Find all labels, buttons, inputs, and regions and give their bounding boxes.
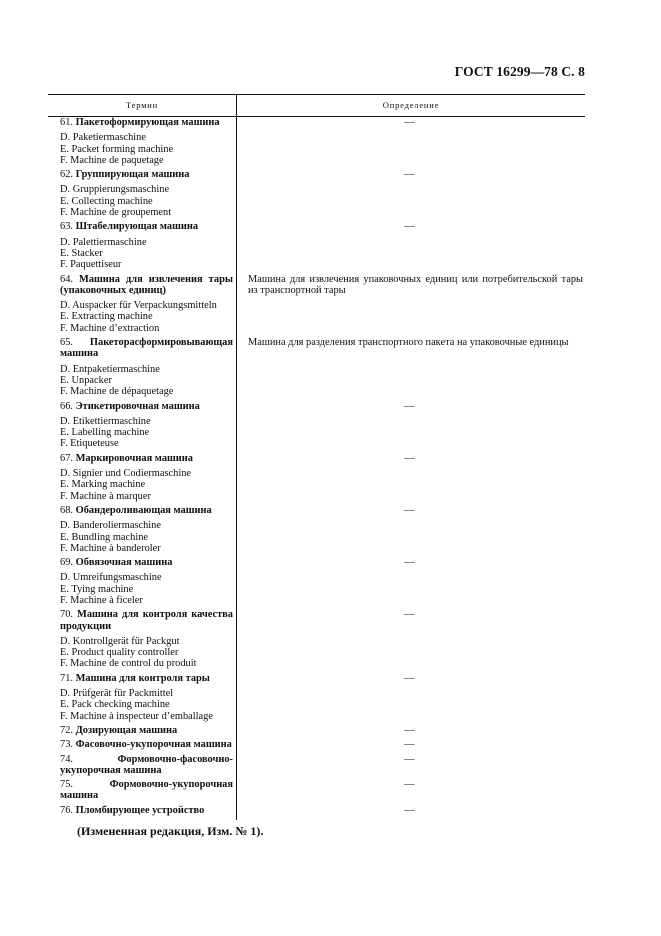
table-row — [48, 739, 585, 750]
foreign-equivalents — [60, 300, 233, 334]
term-cell — [48, 557, 236, 606]
foreign-equivalents — [60, 416, 233, 450]
definition-cell: — — [404, 724, 415, 736]
foreign-equivalent: E. Unpacker — [60, 374, 112, 386]
table-row — [48, 557, 585, 606]
definition-cell: Машина для извлечения упаковочных единиц или потребительской тары из транспортной тары — [248, 273, 583, 296]
term-title — [60, 805, 233, 816]
table-row — [48, 401, 585, 450]
term-name: Формовочно-укупорочная машина — [60, 779, 233, 802]
table-top-rule — [48, 94, 585, 95]
foreign-equivalent: D. Entpaketiermaschine — [60, 363, 160, 375]
column-header-definition: Определение — [382, 100, 440, 110]
foreign-equivalent: D. Prüfgerät für Packmittel — [60, 688, 174, 700]
foreign-equivalent: F. Machine à marquer — [60, 490, 151, 502]
table-row — [48, 805, 585, 816]
term-cell — [48, 673, 236, 722]
term-cell — [48, 779, 236, 802]
term-cell — [48, 739, 236, 750]
term-number: 66. — [60, 400, 73, 412]
term-cell — [48, 401, 236, 450]
table-row — [48, 725, 585, 736]
term-name: Формовочно-фасовочно-укупорочная машина — [60, 753, 233, 776]
foreign-equivalent: E. Tying machine — [60, 583, 134, 595]
term-number: 68. — [60, 504, 73, 516]
table-row — [48, 779, 585, 802]
foreign-equivalent: F. Machine de paquetage — [60, 154, 164, 166]
term-name: Пакеторасформировывающая машина — [60, 337, 233, 360]
term-cell — [48, 725, 236, 736]
term-name: Маркировочная машина — [75, 452, 193, 464]
term-cell — [48, 609, 236, 669]
foreign-equivalent: E. Pack checking machine — [60, 699, 170, 711]
term-number: 64. — [60, 273, 73, 285]
term-title — [60, 505, 233, 516]
definition-cell: — — [404, 221, 415, 233]
foreign-equivalent: D. Palettiermaschine — [60, 236, 147, 248]
term-cell — [48, 117, 236, 166]
foreign-equivalent: D. Banderoliermaschine — [60, 520, 161, 532]
term-cell — [48, 754, 236, 777]
term-title — [60, 117, 233, 128]
term-cell — [48, 805, 236, 816]
definition-cell: — — [404, 557, 415, 569]
definition-cell: — — [404, 400, 415, 412]
foreign-equivalent: F. Paquettiseur — [60, 259, 122, 271]
term-name: Машина для извлечения тары (упаковочных единиц) — [60, 273, 233, 296]
foreign-equivalent: E. Bundling machine — [60, 531, 149, 543]
term-number: 75. — [60, 779, 73, 791]
term-title — [60, 673, 233, 684]
term-name: Штабелирующая машина — [75, 221, 199, 233]
table-body — [48, 117, 585, 819]
term-title — [60, 779, 233, 802]
foreign-equivalent: D. Etikettiermaschine — [60, 415, 151, 427]
foreign-equivalent: D. Signier und Codiermaschine — [60, 468, 192, 480]
table-row — [48, 609, 585, 669]
term-number: 69. — [60, 557, 73, 569]
definition-cell: — — [404, 452, 415, 464]
term-title — [60, 221, 233, 232]
term-name: Пакетоформирующая машина — [75, 117, 220, 128]
term-number: 73. — [60, 739, 73, 751]
term-title — [60, 754, 233, 777]
term-title — [60, 609, 233, 632]
definition-cell: Машина для разделения транспортного пакета на упаковочные единицы — [248, 337, 569, 349]
foreign-equivalents — [60, 468, 233, 502]
table-row — [48, 754, 585, 777]
term-number: 62. — [60, 169, 73, 181]
foreign-equivalent: F. Machine de groupement — [60, 207, 172, 219]
table-row — [48, 337, 585, 397]
foreign-equivalent: D. Kontrollgerät für Packgut — [60, 635, 180, 647]
foreign-equivalent: F. Machine de dépaquetage — [60, 386, 174, 398]
foreign-equivalent: F. Machine à inspecteur d’emballage — [60, 710, 213, 722]
foreign-equivalent: F. Machine d’extraction — [60, 322, 160, 334]
foreign-equivalents — [60, 364, 233, 398]
term-number: 70. — [60, 609, 73, 621]
definition-cell: — — [404, 504, 415, 516]
term-cell — [48, 221, 236, 270]
term-name: Обандероливающая машина — [75, 504, 212, 516]
term-name: Фасовочно-укупорочная машина — [75, 739, 232, 751]
foreign-equivalents — [60, 184, 233, 218]
definition-cell: — — [404, 739, 415, 751]
page-header: ГОСТ 16299—78 С. 8 — [454, 64, 585, 79]
foreign-equivalents — [60, 572, 233, 606]
foreign-equivalent: F. Machine à ficeler — [60, 594, 143, 606]
foreign-equivalent: E. Product quality controller — [60, 647, 179, 659]
term-number: 63. — [60, 221, 73, 233]
foreign-equivalent: F. Etiqueteuse — [60, 438, 119, 450]
term-name: Машина для контроля качества продукции — [60, 609, 233, 632]
foreign-equivalent: E. Labelling machine — [60, 427, 150, 439]
term-number: 65. — [60, 337, 73, 349]
term-number: 61. — [60, 117, 73, 128]
foreign-equivalents — [60, 132, 233, 166]
foreign-equivalents — [60, 688, 233, 722]
foreign-equivalent: D. Gruppierungsmaschine — [60, 184, 170, 196]
definition-cell: — — [404, 117, 415, 128]
term-cell — [48, 337, 236, 397]
term-title — [60, 401, 233, 412]
definition-cell: — — [404, 672, 415, 684]
definition-cell: — — [404, 609, 415, 621]
term-name: Пломбирующее устройство — [75, 804, 205, 816]
term-name: Группирующая машина — [75, 169, 190, 181]
table-row — [48, 453, 585, 502]
term-name: Дозирующая машина — [75, 724, 178, 736]
foreign-equivalent: E. Stacker — [60, 247, 103, 259]
table-row — [48, 117, 585, 166]
table-row — [48, 673, 585, 722]
foreign-equivalent: F. Machine de control du produit — [60, 658, 197, 670]
term-title — [60, 169, 233, 180]
term-number: 72. — [60, 724, 73, 736]
column-header-term: Термин — [125, 100, 159, 110]
foreign-equivalents — [60, 520, 233, 554]
term-title — [60, 725, 233, 736]
term-title — [60, 557, 233, 568]
table-row — [48, 221, 585, 270]
term-title — [60, 337, 233, 360]
term-cell — [48, 505, 236, 554]
term-cell — [48, 453, 236, 502]
term-cell — [48, 169, 236, 218]
term-number: 76. — [60, 804, 73, 816]
table-row — [48, 274, 585, 334]
term-number: 71. — [60, 672, 73, 684]
foreign-equivalent: D. Auspacker für Verpackungsmitteln — [60, 300, 217, 312]
amendment-note: (Измененная редакция, Изм. № 1). — [77, 824, 264, 838]
foreign-equivalent: E. Extracting machine — [60, 311, 153, 323]
foreign-equivalent: E. Packet forming machine — [60, 143, 174, 155]
definition-cell: — — [404, 779, 415, 791]
term-cell — [48, 274, 236, 334]
definition-cell: — — [404, 804, 415, 816]
term-name: Этикетировочная машина — [75, 400, 200, 412]
foreign-equivalent: D. Umreifungsmaschine — [60, 572, 162, 584]
definition-cell: — — [404, 169, 415, 181]
term-number: 67. — [60, 452, 73, 464]
term-title — [60, 453, 233, 464]
foreign-equivalent: E. Marking machine — [60, 479, 146, 491]
term-title — [60, 274, 233, 297]
term-name: Обвязочная машина — [75, 557, 173, 569]
foreign-equivalents — [60, 237, 233, 271]
foreign-equivalent: E. Collecting machine — [60, 195, 153, 207]
foreign-equivalents — [60, 636, 233, 670]
term-name: Машина для контроля тары — [75, 672, 210, 684]
foreign-equivalent: D. Paketiermaschine — [60, 132, 146, 144]
foreign-equivalent: F. Machine à banderoler — [60, 542, 161, 554]
table-row — [48, 169, 585, 218]
definition-cell: — — [404, 753, 415, 765]
table-row — [48, 505, 585, 554]
term-number: 74. — [60, 753, 73, 765]
term-title — [60, 739, 233, 750]
